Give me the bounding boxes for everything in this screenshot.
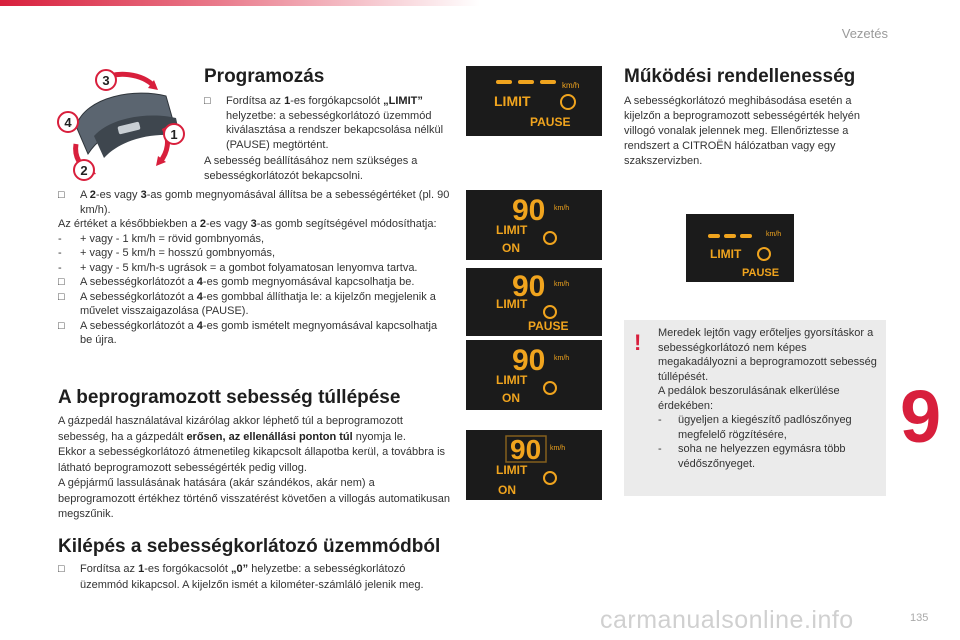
page-number: 135 (910, 612, 929, 624)
callout-3 (96, 70, 116, 90)
warning-item: - soha ne helyezzen egymásra több védőszőnyeget. (658, 443, 846, 470)
display-limit-pause-dashes (466, 66, 602, 136)
bullet-reactivate: □ A sebességkorlátozót a 4-es gomb ismételt megnyomásával kapcsolhatja be újra. (58, 319, 438, 346)
bullet-exit: □ Fordítsa az 1-es forgókacsolót „0” helyzetbe: a sebességkorlátozó üzemmód kikapcsol. A kijelzőn ismét a kilométer-számláló jelenik meg. (58, 563, 424, 591)
chapter-number: 9 (900, 375, 942, 458)
display-unit: km/h (554, 205, 570, 212)
fault-heading: Működési rendellenesség (624, 66, 856, 87)
display-speed-value: 90 (510, 434, 542, 465)
display-90-limit-pause (466, 268, 602, 336)
callout-label-1: 1 (170, 127, 178, 142)
programming-intro (204, 94, 449, 183)
warning-box (624, 320, 886, 496)
display-limit-label: LIMIT (496, 463, 528, 477)
display-unit: km/h (550, 445, 566, 452)
callout-2 (74, 160, 94, 180)
programming-note: A sebesség beállításához nem szükséges a sebességkorlátozót bekapcsolni. (204, 155, 418, 182)
display-limit-label: LIMIT (496, 373, 528, 387)
dash-item: - + vagy - 5 km/h = hosszú gombnyomás, (58, 247, 276, 259)
dash-item: - + vagy - 1 km/h = rövid gombnyomás, (58, 232, 265, 245)
display-limit-label: LIMIT (496, 297, 528, 311)
display-speed-value: 90 (512, 270, 546, 303)
display-speed-value: 90 (512, 194, 546, 227)
display-pause-label: PAUSE (530, 115, 571, 129)
bullet-activate: □ A sebességkorlátozót a 4-es gomb megnyomásával kapcsolhatja be. (58, 276, 415, 288)
bullet-set-speed: □ A 2-es vagy 3-as gomb megnyomásával állítsa be a sebességértéket (pl. 90 km/h). (58, 189, 450, 216)
warning-paragraph-2: A pedálok beszorulásának elkerülése érdekében: (658, 385, 840, 412)
exclamation-icon: ! (634, 330, 642, 355)
dash-item: - + vagy - 5 km/h-s ugrások = a gombot folyamatosan lenyomva tartva. (58, 261, 418, 274)
display-on-label: ON (498, 483, 516, 497)
exit-heading: Kilépés a sebességkorlátozó üzemmódból (58, 536, 441, 557)
header-accent-bar (0, 0, 480, 6)
watermark: carmanualsonline.info (600, 606, 854, 634)
display-unit: km/h (554, 355, 570, 362)
exceed-paragraph-2: Ekkor a sebességkorlátozó átmenetileg kikapcsolt állapotba kerül, a továbbra is látható beprogramozott sebességérték pedig villog. (58, 446, 446, 474)
display-90-limit-on-2 (466, 340, 602, 410)
display-90-flashing (466, 430, 602, 500)
bullet-pause: □ A sebességkorlátozót a 4-es gombbal állíthatja le: a kijelzőn megjelenik a művelet visszaigazolása (PAUSE). (58, 290, 436, 317)
exceed-body (58, 414, 450, 523)
callout-4 (58, 112, 78, 132)
modify-intro: Az értéket a későbbiekben a 2-es vagy 3-as gomb segítségével módosíthatja: (58, 218, 437, 230)
display-limit-label: LIMIT (494, 93, 531, 109)
display-limit-label: LIMIT (710, 247, 742, 261)
display-90-limit-on (466, 190, 602, 260)
display-on-label: ON (502, 241, 520, 255)
speed-limiter-stalk-illustration (56, 66, 196, 182)
callout-label-3: 3 (102, 73, 110, 88)
display-fault-dashes (686, 214, 794, 282)
warning-text (658, 326, 878, 471)
fault-body: A sebességkorlátozó meghibásodása esetén a kijelzőn a beprogramozott sebességérték helyén villogó vonalak jelennek meg. Ellenőriztesse a rendszert a CITROËN hálózatban vagy egy szakszervizben. (624, 95, 861, 167)
display-limit-label: LIMIT (496, 223, 528, 237)
checkbox-bullet-icon: □ (58, 563, 65, 575)
checkbox-bullet-icon: □ (204, 95, 211, 107)
display-unit: km/h (766, 231, 782, 238)
exceed-paragraph-1: A gázpedál használatával kizárólag akkor léphető túl a beprogramozott sebesség, ha a gázpedált erősen, az ellenállási ponton túl nyomja le. (58, 415, 406, 443)
checkbox-bullet-icon: □ (58, 319, 65, 332)
section-title: Vezetés (841, 26, 888, 41)
display-unit: km/h (562, 81, 580, 90)
callout-1 (164, 124, 184, 144)
display-on-label: ON (502, 391, 520, 405)
display-pause-label: PAUSE (528, 319, 569, 333)
callout-label-4: 4 (64, 115, 72, 130)
exceed-heading: A beprogramozott sebesség túllépése (58, 387, 401, 408)
display-speed-value: 90 (512, 344, 546, 377)
display-unit: km/h (554, 281, 570, 288)
display-pause-label: PAUSE (742, 267, 780, 279)
bullet-limit-position: □ Fordítsa az 1-es forgókapcsolót „LIMIT” helyzetbe: a sebességkorlátozó üzemmód kiválasztása a rendszer bekapcsolása nélkül (PAUSE) megtörtént. (204, 95, 444, 151)
checkbox-bullet-icon: □ (58, 189, 65, 201)
programming-steps (58, 188, 450, 348)
checkbox-bullet-icon: □ (58, 290, 65, 303)
callout-label-2: 2 (80, 163, 88, 178)
warning-item: - ügyeljen a kiegészítő padlószőnyeg megfelelő rögzítésére, (658, 414, 852, 441)
warning-paragraph-1: Meredek lejtőn vagy erőteljes gyorsításkor a sebességkorlátozó nem képes megakadályozni a beprogramozott sebesség túllépését. (658, 327, 877, 383)
programming-heading: Programozás (204, 66, 325, 87)
exceed-paragraph-3: A gépjármű lassulásának hatására (akár szándékos, akár nem) a beprogramozott értékhez történő visszatérést követően a villogás automatikusan megszűnik. (58, 477, 450, 520)
exit-body (58, 562, 450, 593)
checkbox-bullet-icon: □ (58, 276, 65, 288)
